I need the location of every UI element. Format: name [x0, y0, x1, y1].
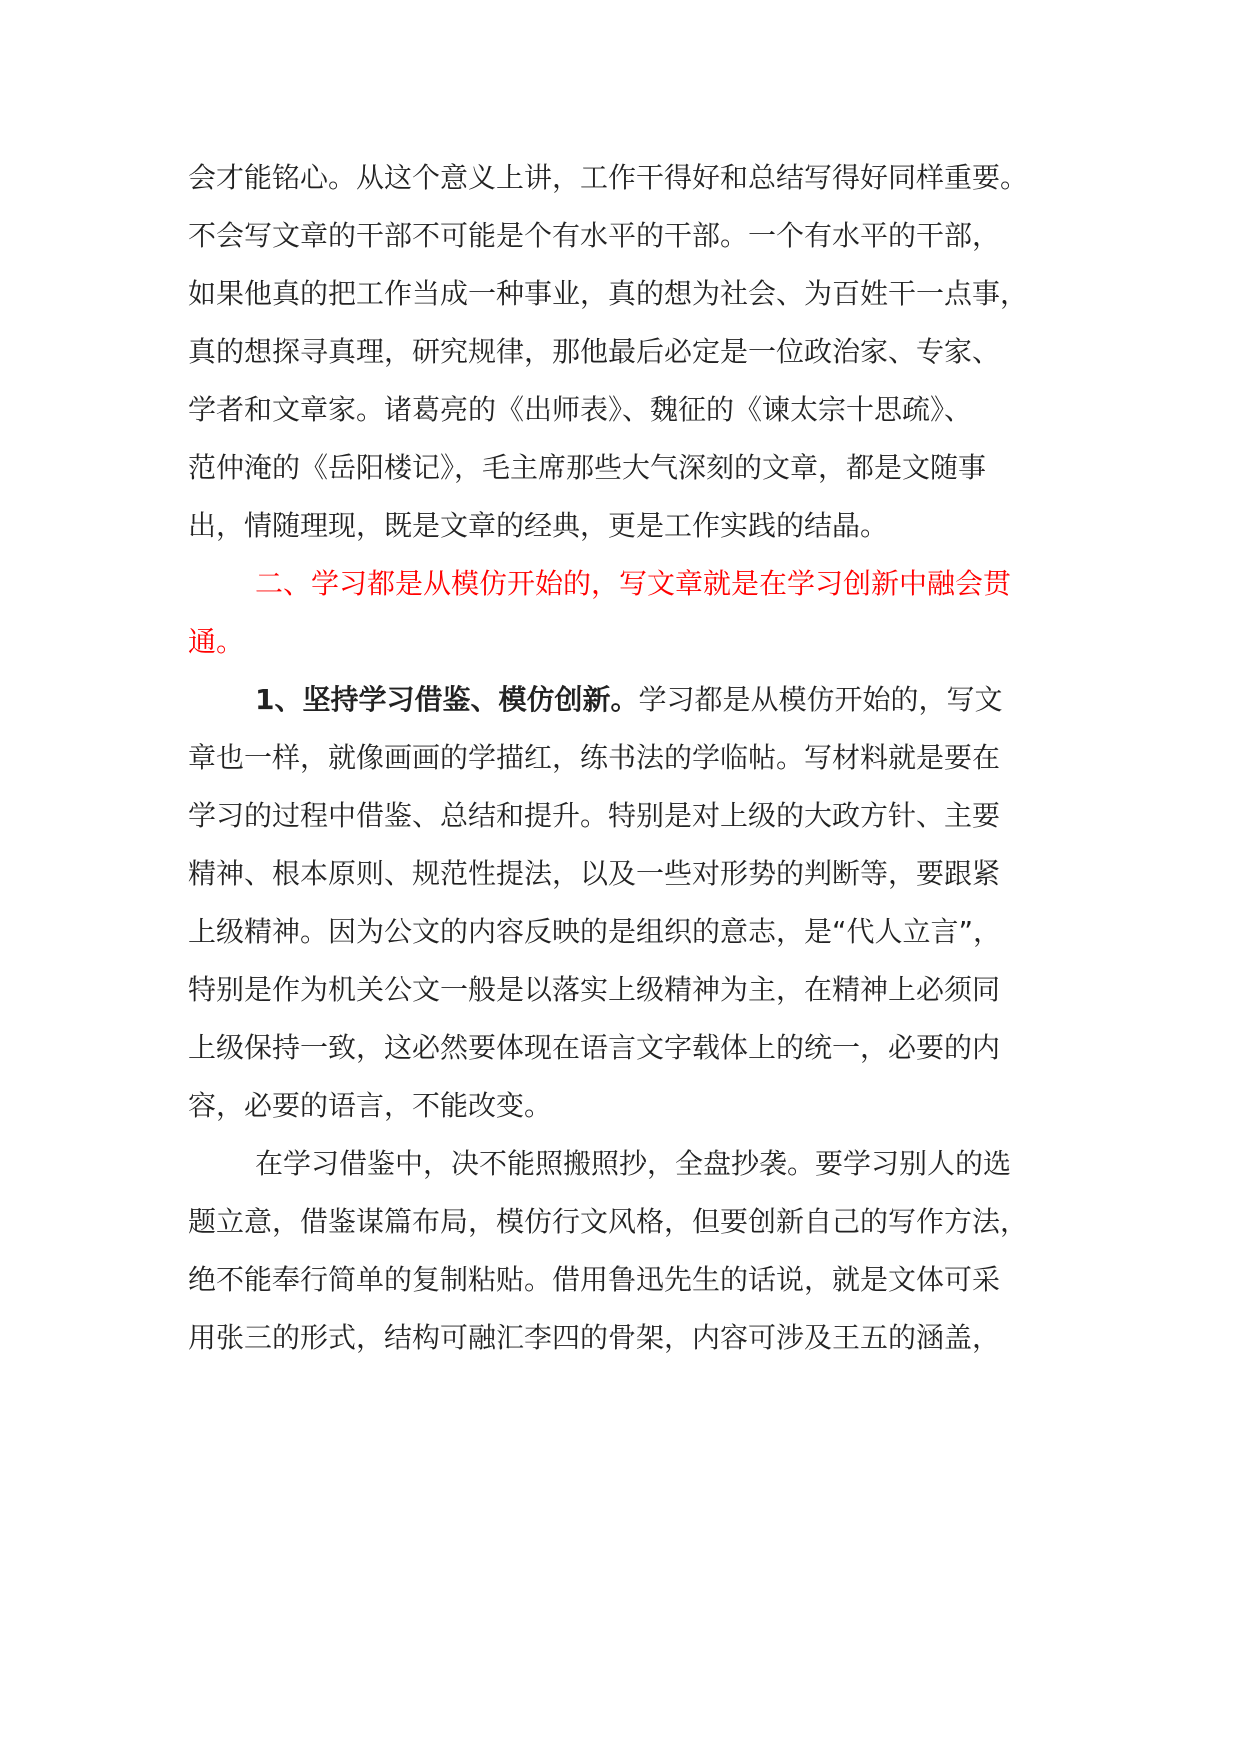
paragraph-line: 学者和文章家。诸葛亮的《出师表》、魏征的《谏太宗十思疏》、: [188, 393, 973, 426]
paragraph-line: 在学习借鉴中，决不能照搬照抄，全盘抄袭。要学习别人的选: [255, 1147, 1012, 1180]
subsection-text: 学习都是从模仿开始的，写文: [638, 683, 1003, 716]
paragraph-line: 用张三的形式，结构可融汇李四的骨架，内容可涉及王五的涵盖，: [188, 1321, 1001, 1354]
paragraph-line: 特别是作为机关公文一般是以落实上级精神为主，在精神上必须同: [188, 973, 1001, 1006]
paragraph-line: 不会写文章的干部不可能是个有水平的干部。一个有水平的干部，: [188, 219, 1001, 252]
paragraph-line: 真的想探寻真理，研究规律，那他最后必定是一位政治家、专家、: [188, 335, 1001, 368]
paragraph-line: 如果他真的把工作当成一种事业，真的想为社会、为百姓干一点事，: [188, 277, 1029, 310]
section-heading-continuation: 通。: [188, 625, 245, 658]
subsection-heading: 1、坚持学习借鉴、模仿创新。: [255, 683, 639, 716]
paragraph-line: 上级保持一致，这必然要体现在语言文字载体上的统一，必要的内: [188, 1031, 1001, 1064]
subsection-line: [255, 678, 1068, 722]
paragraph-line: 范仲淹的《岳阳楼记》，毛主席那些大气深刻的文章，都是文随事: [188, 451, 987, 484]
paragraph-line: 绝不能奉行简单的复制粘贴。借用鲁迅先生的话说，就是文体可采: [188, 1263, 1001, 1296]
paragraph-line: 题立意，借鉴谋篇布局，模仿行文风格，但要创新自己的写作方法，: [188, 1205, 1029, 1238]
paragraph-line: 章也一样，就像画画的学描红，练书法的学临帖。写材料就是要在: [188, 741, 1001, 774]
paragraph-line: 会才能铭心。从这个意义上讲，工作干得好和总结写得好同样重要。: [188, 161, 1029, 194]
paragraph-line: 上级精神。因为公文的内容反映的是组织的意志，是“代人立言”，: [188, 915, 1002, 948]
paragraph-line: 出，情随理现，既是文章的经典，更是工作实践的结晶。: [188, 509, 889, 542]
section-heading: 二、学习都是从模仿开始的，写文章就是在学习创新中融会贯: [255, 567, 1012, 600]
paragraph-line: 学习的过程中借鉴、总结和提升。特别是对上级的大政方针、主要: [188, 799, 1001, 832]
paragraph-line: 容，必要的语言，不能改变。: [188, 1089, 553, 1122]
paragraph-line: 精神、根本原则、规范性提法，以及一些对形势的判断等，要跟紧: [188, 857, 1001, 890]
